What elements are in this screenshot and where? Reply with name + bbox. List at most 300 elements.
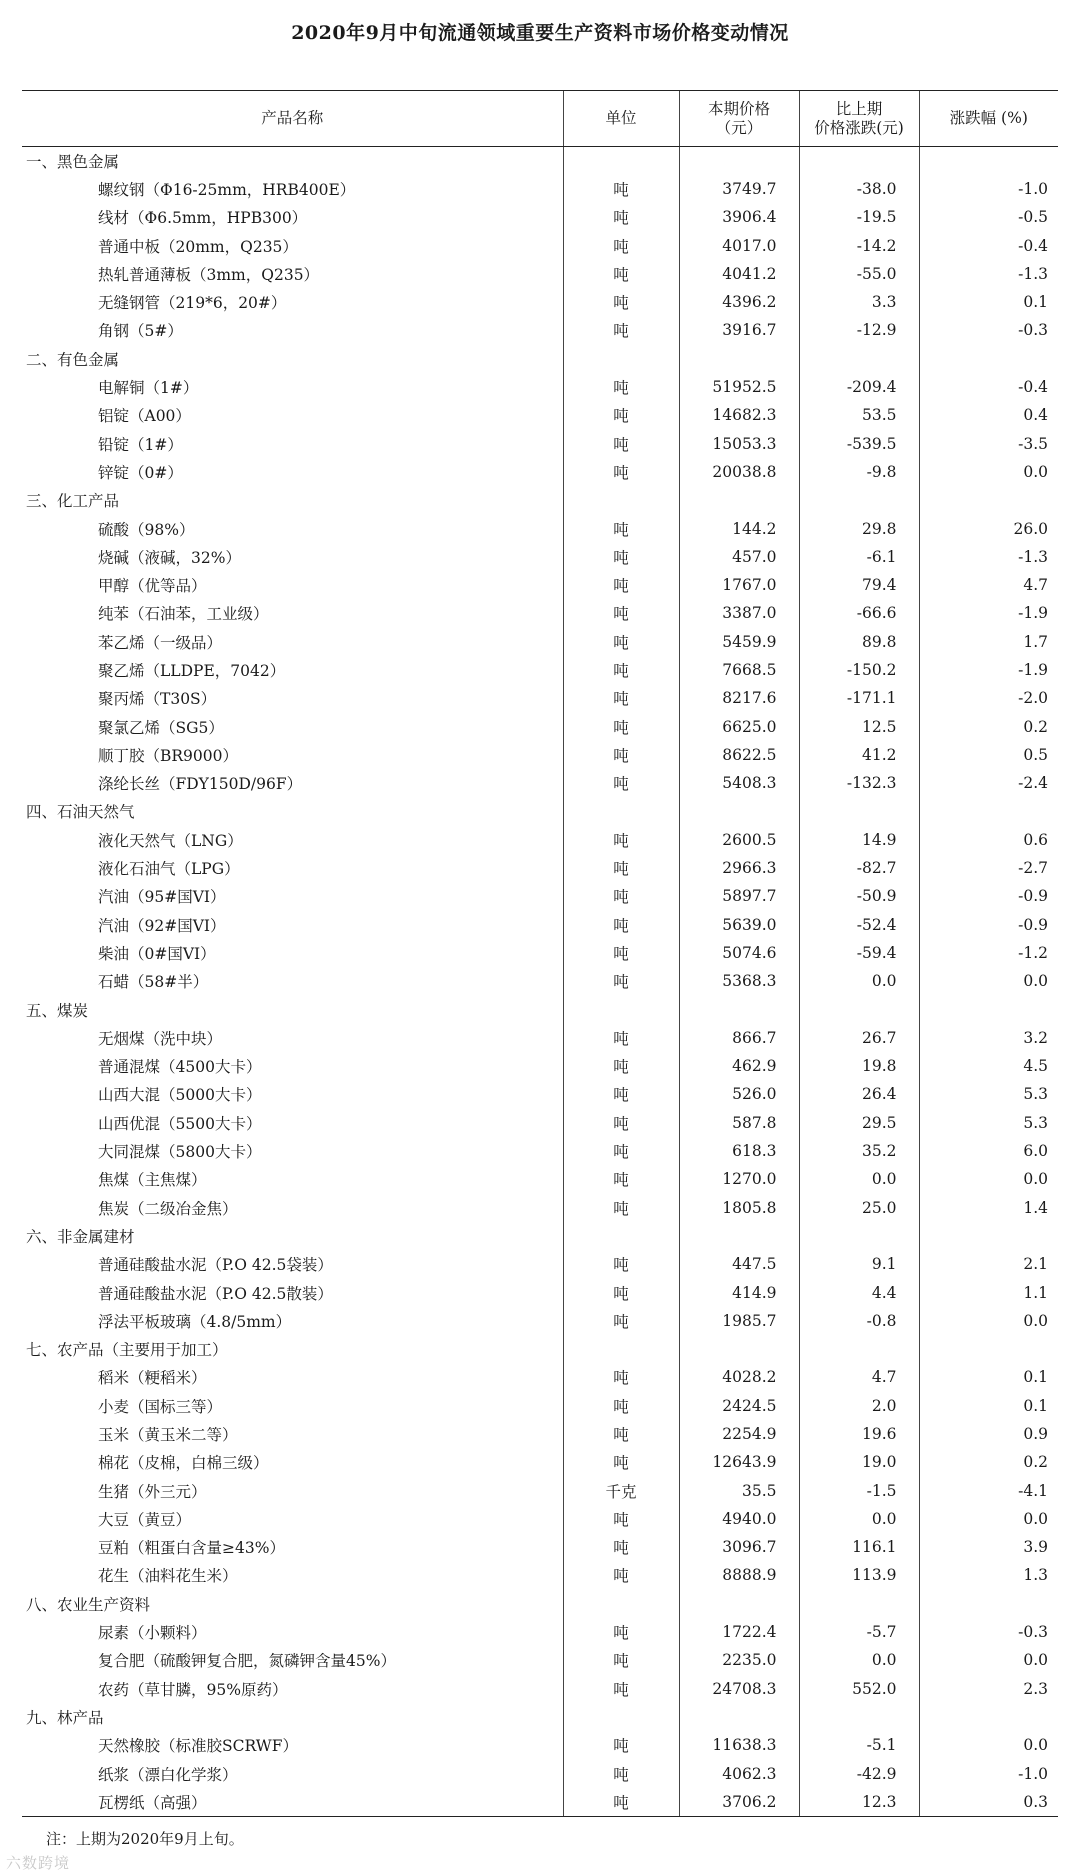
product-change: 89.8	[799, 628, 919, 656]
product-change: -6.1	[799, 543, 919, 571]
product-name: 复合肥（硫酸钾复合肥，氮磷钾含量45%）	[98, 1652, 396, 1671]
product-pct: -2.4	[919, 769, 1058, 797]
product-price: 6625.0	[679, 712, 799, 740]
product-change: -5.1	[799, 1731, 919, 1759]
product-price: 587.8	[679, 1109, 799, 1137]
product-price: 618.3	[679, 1137, 799, 1165]
category-row	[22, 345, 1058, 373]
product-pct: 0.1	[919, 288, 1058, 316]
product-unit: 吨	[563, 1420, 679, 1448]
product-price: 2235.0	[679, 1646, 799, 1674]
product-name: 尿素（小颗料）	[98, 1624, 207, 1643]
category-row	[22, 995, 1058, 1023]
product-change: 14.9	[799, 826, 919, 854]
product-unit: 吨	[563, 967, 679, 995]
table-row	[22, 712, 1058, 740]
product-pct: 3.9	[919, 1533, 1058, 1561]
table-body	[22, 147, 1058, 1817]
product-price: 11638.3	[679, 1731, 799, 1759]
product-change: 9.1	[799, 1250, 919, 1278]
product-pct: -2.0	[919, 684, 1058, 712]
product-name: 农药（草甘膦，95%原药）	[98, 1680, 288, 1699]
product-unit: 吨	[563, 826, 679, 854]
table-row	[22, 514, 1058, 542]
product-unit: 千克	[563, 1476, 679, 1504]
product-unit: 吨	[563, 1024, 679, 1052]
product-name: 山西优混（5500大卡）	[98, 1114, 262, 1133]
table-row	[22, 911, 1058, 939]
product-pct: -1.0	[919, 175, 1058, 203]
product-unit: 吨	[563, 769, 679, 797]
product-name: 汽油（95#国VI）	[98, 888, 226, 907]
table-row	[22, 1675, 1058, 1703]
category-empty-cell	[563, 995, 679, 1023]
product-name: 线材（Φ6.5mm，HPB300）	[98, 209, 308, 228]
category-empty-cell	[679, 486, 799, 514]
category-empty-cell	[799, 1703, 919, 1731]
price-table	[22, 90, 1058, 1817]
product-price: 20038.8	[679, 458, 799, 486]
product-pct: 0.0	[919, 1646, 1058, 1674]
product-unit: 吨	[563, 1675, 679, 1703]
header-pct: 涨跌幅 (%)	[919, 91, 1058, 147]
product-name: 热轧普通薄板（3mm，Q235）	[98, 265, 320, 284]
product-price: 1767.0	[679, 571, 799, 599]
category-empty-cell	[799, 147, 919, 175]
product-pct: 5.3	[919, 1080, 1058, 1108]
product-change: 0.0	[799, 1505, 919, 1533]
product-unit: 吨	[563, 1307, 679, 1335]
product-change: -5.7	[799, 1618, 919, 1646]
product-pct: -1.3	[919, 543, 1058, 571]
category-empty-cell	[679, 147, 799, 175]
product-name: 大豆（黄豆）	[98, 1510, 192, 1529]
product-change: -59.4	[799, 939, 919, 967]
product-name: 山西大混（5000大卡）	[98, 1086, 262, 1105]
product-pct: 4.5	[919, 1052, 1058, 1080]
product-name: 硫酸（98%）	[98, 520, 195, 539]
product-name: 螺纹钢（Φ16-25mm，HRB400E）	[98, 180, 356, 199]
category-row	[22, 147, 1058, 175]
category-empty-cell	[679, 1222, 799, 1250]
product-name: 豆粕（粗蛋白含量≥43%）	[98, 1539, 285, 1558]
product-change: 12.5	[799, 712, 919, 740]
product-pct: -0.3	[919, 316, 1058, 344]
product-price: 4017.0	[679, 231, 799, 259]
product-name: 焦炭（二级冶金焦）	[98, 1199, 238, 1218]
product-change: -14.2	[799, 231, 919, 259]
product-price: 414.9	[679, 1278, 799, 1306]
product-pct: 6.0	[919, 1137, 1058, 1165]
category-row	[22, 797, 1058, 825]
product-unit: 吨	[563, 939, 679, 967]
product-pct: -1.3	[919, 260, 1058, 288]
table-row	[22, 741, 1058, 769]
category-empty-cell	[919, 1222, 1058, 1250]
product-price: 462.9	[679, 1052, 799, 1080]
table-row	[22, 1080, 1058, 1108]
product-unit: 吨	[563, 1052, 679, 1080]
product-unit: 吨	[563, 741, 679, 769]
product-price: 4028.2	[679, 1363, 799, 1391]
product-pct: -1.9	[919, 656, 1058, 684]
category-empty-cell	[563, 486, 679, 514]
product-price: 5897.7	[679, 882, 799, 910]
product-pct: -0.5	[919, 203, 1058, 231]
table-row	[22, 1024, 1058, 1052]
product-unit: 吨	[563, 288, 679, 316]
product-name: 汽油（92#国VI）	[98, 916, 226, 935]
category-empty-cell	[679, 1335, 799, 1363]
table-row	[22, 429, 1058, 457]
product-price: 8888.9	[679, 1561, 799, 1589]
product-price: 866.7	[679, 1024, 799, 1052]
product-change: -52.4	[799, 911, 919, 939]
category-empty-cell	[799, 1335, 919, 1363]
product-change: -132.3	[799, 769, 919, 797]
product-change: 25.0	[799, 1193, 919, 1221]
table-row	[22, 1193, 1058, 1221]
category-empty-cell	[919, 486, 1058, 514]
product-change: 41.2	[799, 741, 919, 769]
product-unit: 吨	[563, 1165, 679, 1193]
product-name: 液化天然气（LNG）	[98, 831, 243, 850]
product-name: 纯苯（石油苯，工业级）	[98, 605, 269, 624]
table-row	[22, 175, 1058, 203]
product-pct: 0.2	[919, 712, 1058, 740]
product-pct: -0.3	[919, 1618, 1058, 1646]
product-unit: 吨	[563, 628, 679, 656]
product-pct: 0.1	[919, 1363, 1058, 1391]
category-empty-cell	[799, 995, 919, 1023]
product-pct: 5.3	[919, 1109, 1058, 1137]
table-row	[22, 1759, 1058, 1787]
product-unit: 吨	[563, 712, 679, 740]
product-change: -82.7	[799, 854, 919, 882]
product-name: 天然橡胶（标准胶SCRWF）	[98, 1737, 298, 1756]
table-row	[22, 656, 1058, 684]
header-name: 产品名称	[22, 91, 563, 147]
product-price: 2254.9	[679, 1420, 799, 1448]
product-change: 19.0	[799, 1448, 919, 1476]
product-unit: 吨	[563, 1788, 679, 1816]
table-row	[22, 1392, 1058, 1420]
product-price: 5408.3	[679, 769, 799, 797]
product-change: -209.4	[799, 373, 919, 401]
product-price: 2600.5	[679, 826, 799, 854]
product-pct: 1.3	[919, 1561, 1058, 1589]
product-unit: 吨	[563, 1561, 679, 1589]
product-price: 4062.3	[679, 1759, 799, 1787]
category-empty-cell	[679, 995, 799, 1023]
product-change: 4.4	[799, 1278, 919, 1306]
footnote: 注：上期为2020年9月上旬。	[46, 1830, 244, 1848]
product-pct: 0.1	[919, 1392, 1058, 1420]
product-change: -66.6	[799, 599, 919, 627]
product-unit: 吨	[563, 543, 679, 571]
product-price: 3387.0	[679, 599, 799, 627]
table-row	[22, 203, 1058, 231]
product-pct: 0.0	[919, 967, 1058, 995]
category-empty-cell	[679, 345, 799, 373]
product-name: 液化石油气（LPG）	[98, 860, 240, 879]
product-change: 29.8	[799, 514, 919, 542]
product-pct: 0.3	[919, 1788, 1058, 1816]
category-empty-cell	[679, 797, 799, 825]
header-change-line1: 比上期	[835, 99, 883, 118]
product-change: 3.3	[799, 288, 919, 316]
product-name: 苯乙烯（一级品）	[98, 633, 223, 652]
product-pct: -0.9	[919, 882, 1058, 910]
product-pct: -2.7	[919, 854, 1058, 882]
category-row	[22, 1335, 1058, 1363]
product-price: 3916.7	[679, 316, 799, 344]
table-row	[22, 1278, 1058, 1306]
product-unit: 吨	[563, 373, 679, 401]
product-price: 35.5	[679, 1476, 799, 1504]
category-empty-cell	[919, 147, 1058, 175]
category-empty-cell	[919, 1335, 1058, 1363]
product-name: 涤纶长丝（FDY150D/96F）	[98, 775, 303, 794]
product-price: 3749.7	[679, 175, 799, 203]
header-change	[799, 91, 919, 147]
product-pct: 4.7	[919, 571, 1058, 599]
table-row	[22, 1165, 1058, 1193]
product-change: -9.8	[799, 458, 919, 486]
product-price: 457.0	[679, 543, 799, 571]
product-change: -19.5	[799, 203, 919, 231]
product-pct: -1.0	[919, 1759, 1058, 1787]
product-unit: 吨	[563, 911, 679, 939]
product-change: -12.9	[799, 316, 919, 344]
category-row	[22, 1222, 1058, 1250]
product-pct: 1.7	[919, 628, 1058, 656]
product-name: 柴油（0#国VI）	[98, 944, 216, 963]
table-row	[22, 373, 1058, 401]
category-label: 六、非金属建材	[26, 1227, 135, 1246]
product-name: 普通混煤（4500大卡）	[98, 1058, 262, 1077]
product-name: 浮法平板玻璃（4.8/5mm）	[98, 1312, 292, 1331]
product-name: 大同混煤（5800大卡）	[98, 1143, 262, 1162]
product-change: 4.7	[799, 1363, 919, 1391]
product-price: 12643.9	[679, 1448, 799, 1476]
product-name: 聚丙烯（T30S）	[98, 690, 217, 709]
product-price: 14682.3	[679, 401, 799, 429]
product-price: 5459.9	[679, 628, 799, 656]
category-empty-cell	[563, 147, 679, 175]
category-empty-cell	[563, 1590, 679, 1618]
table-row	[22, 1533, 1058, 1561]
table-row	[22, 260, 1058, 288]
category-empty-cell	[799, 797, 919, 825]
product-change: 113.9	[799, 1561, 919, 1589]
product-price: 3906.4	[679, 203, 799, 231]
table-row	[22, 1646, 1058, 1674]
table-row	[22, 571, 1058, 599]
product-unit: 吨	[563, 1080, 679, 1108]
product-pct: -0.4	[919, 373, 1058, 401]
header-unit: 单位	[563, 91, 679, 147]
table-row	[22, 316, 1058, 344]
category-empty-cell	[919, 345, 1058, 373]
category-empty-cell	[799, 1222, 919, 1250]
category-empty-cell	[563, 797, 679, 825]
header-price	[679, 91, 799, 147]
category-empty-cell	[563, 1703, 679, 1731]
product-unit: 吨	[563, 854, 679, 882]
product-price: 1805.8	[679, 1193, 799, 1221]
product-unit: 吨	[563, 316, 679, 344]
product-unit: 吨	[563, 1731, 679, 1759]
table-row	[22, 854, 1058, 882]
product-pct: 0.0	[919, 1731, 1058, 1759]
category-label: 四、石油天然气	[26, 803, 135, 822]
product-unit: 吨	[563, 656, 679, 684]
product-unit: 吨	[563, 231, 679, 259]
category-empty-cell	[919, 797, 1058, 825]
product-change: 26.7	[799, 1024, 919, 1052]
category-label: 五、煤炭	[26, 1001, 89, 1020]
product-change: 0.0	[799, 1646, 919, 1674]
product-pct: 3.2	[919, 1024, 1058, 1052]
product-name: 花生（油料花生米）	[98, 1567, 238, 1586]
watermark-logo: 六数跨境	[6, 1854, 71, 1872]
table-row	[22, 826, 1058, 854]
product-price: 5074.6	[679, 939, 799, 967]
page-title: 2020年9月中旬流通领域重要生产资料市场价格变动情况	[291, 22, 789, 44]
table-row	[22, 1363, 1058, 1391]
table-row	[22, 458, 1058, 486]
product-pct: 0.4	[919, 401, 1058, 429]
product-unit: 吨	[563, 260, 679, 288]
table-row	[22, 1476, 1058, 1504]
product-pct: 0.9	[919, 1420, 1058, 1448]
product-change: 12.3	[799, 1788, 919, 1816]
table-row	[22, 939, 1058, 967]
category-empty-cell	[563, 345, 679, 373]
product-name: 稻米（粳稻米）	[98, 1369, 207, 1388]
product-unit: 吨	[563, 1448, 679, 1476]
product-unit: 吨	[563, 1278, 679, 1306]
product-price: 51952.5	[679, 373, 799, 401]
category-empty-cell	[679, 1590, 799, 1618]
category-empty-cell	[919, 1703, 1058, 1731]
product-change: 35.2	[799, 1137, 919, 1165]
table-row	[22, 882, 1058, 910]
product-name: 顺丁胶（BR9000）	[98, 746, 239, 765]
product-pct: 0.6	[919, 826, 1058, 854]
product-pct: -1.2	[919, 939, 1058, 967]
product-price: 4940.0	[679, 1505, 799, 1533]
product-name: 焦煤（主焦煤）	[98, 1171, 207, 1190]
category-row	[22, 486, 1058, 514]
category-empty-cell	[799, 486, 919, 514]
product-name: 生猪（外三元）	[98, 1482, 207, 1501]
product-price: 1722.4	[679, 1618, 799, 1646]
product-unit: 吨	[563, 1250, 679, 1278]
category-row	[22, 1590, 1058, 1618]
product-unit: 吨	[563, 1533, 679, 1561]
product-change: 2.0	[799, 1392, 919, 1420]
product-unit: 吨	[563, 1646, 679, 1674]
product-change: 19.6	[799, 1420, 919, 1448]
product-change: -42.9	[799, 1759, 919, 1787]
product-price: 15053.3	[679, 429, 799, 457]
product-change: 0.0	[799, 967, 919, 995]
product-pct: 1.4	[919, 1193, 1058, 1221]
product-price: 4396.2	[679, 288, 799, 316]
product-name: 无缝钢管（219*6，20#）	[98, 294, 287, 313]
product-change: 26.4	[799, 1080, 919, 1108]
product-name: 纸浆（漂白化学浆）	[98, 1765, 238, 1784]
category-label: 七、农产品（主要用于加工）	[26, 1341, 228, 1360]
category-empty-cell	[563, 1335, 679, 1363]
product-price: 1985.7	[679, 1307, 799, 1335]
product-change: -38.0	[799, 175, 919, 203]
product-name: 甲醇（优等品）	[98, 577, 207, 596]
table-row	[22, 599, 1058, 627]
product-price: 5368.3	[679, 967, 799, 995]
table-row	[22, 1448, 1058, 1476]
product-change: -171.1	[799, 684, 919, 712]
table-row	[22, 1052, 1058, 1080]
product-unit: 吨	[563, 1759, 679, 1787]
product-unit: 吨	[563, 1109, 679, 1137]
product-price: 1270.0	[679, 1165, 799, 1193]
category-label: 八、农业生产资料	[26, 1595, 151, 1614]
category-label: 一、黑色金属	[26, 152, 120, 171]
product-unit: 吨	[563, 1363, 679, 1391]
product-pct: 0.0	[919, 458, 1058, 486]
product-price: 2966.3	[679, 854, 799, 882]
header-row	[22, 91, 1058, 147]
product-unit: 吨	[563, 684, 679, 712]
product-name: 烧碱（液碱，32%）	[98, 548, 241, 567]
header-change-line2: 价格涨跌(元)	[814, 118, 904, 137]
category-label: 九、林产品	[26, 1708, 104, 1727]
category-empty-cell	[919, 1590, 1058, 1618]
product-price: 526.0	[679, 1080, 799, 1108]
product-unit: 吨	[563, 175, 679, 203]
product-change: -539.5	[799, 429, 919, 457]
product-price: 447.5	[679, 1250, 799, 1278]
category-label: 二、有色金属	[26, 350, 120, 369]
category-row	[22, 1703, 1058, 1731]
category-empty-cell	[679, 1703, 799, 1731]
category-label: 三、化工产品	[26, 492, 120, 511]
product-change: 79.4	[799, 571, 919, 599]
table-row	[22, 1307, 1058, 1335]
product-price: 4041.2	[679, 260, 799, 288]
header-price-line1: 本期价格	[707, 99, 770, 118]
product-change: 0.0	[799, 1165, 919, 1193]
category-empty-cell	[799, 345, 919, 373]
product-pct: 0.0	[919, 1307, 1058, 1335]
product-price: 7668.5	[679, 656, 799, 684]
product-unit: 吨	[563, 599, 679, 627]
product-price: 8217.6	[679, 684, 799, 712]
category-empty-cell	[563, 1222, 679, 1250]
table-row	[22, 1618, 1058, 1646]
product-price: 144.2	[679, 514, 799, 542]
product-unit: 吨	[563, 401, 679, 429]
product-name: 无烟煤（洗中块）	[98, 1029, 223, 1048]
product-unit: 吨	[563, 458, 679, 486]
product-pct: -0.4	[919, 231, 1058, 259]
product-change: -1.5	[799, 1476, 919, 1504]
table-row	[22, 288, 1058, 316]
product-unit: 吨	[563, 882, 679, 910]
